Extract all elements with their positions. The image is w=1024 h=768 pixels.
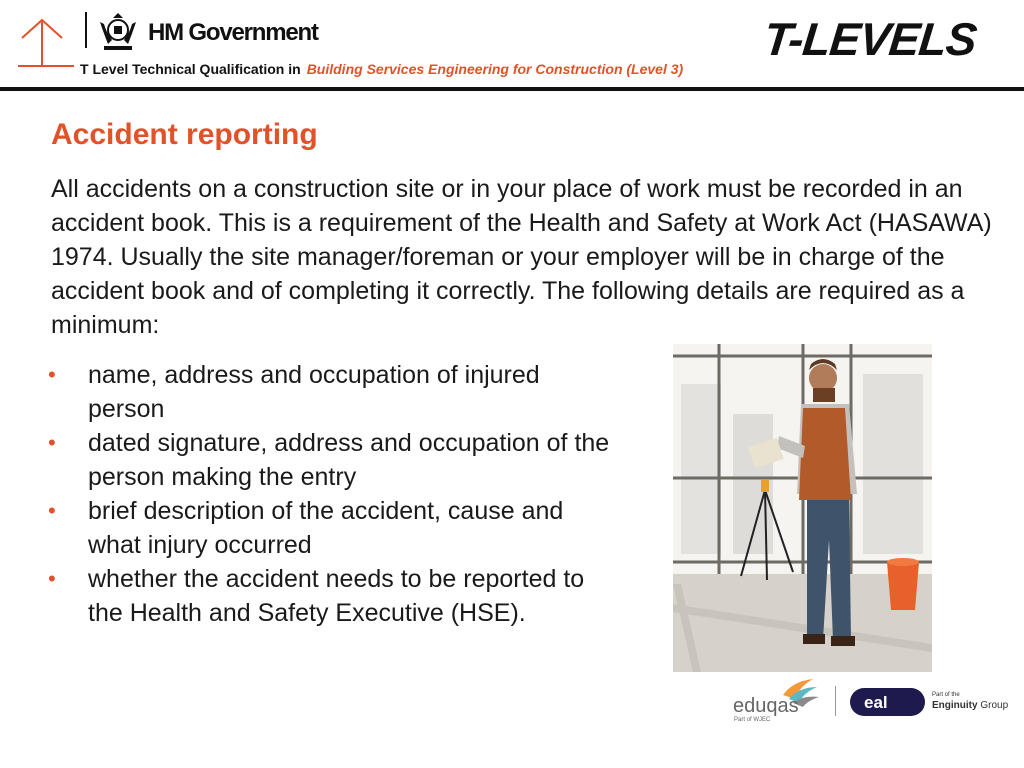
list-item [48,426,618,494]
bullet-icon: • [48,430,56,455]
eduqas-tagline: Part of WJEC [734,717,771,723]
gov-divider [85,12,87,48]
requirements-list [48,358,618,630]
eduqas-logo [733,677,823,723]
list-item [48,562,618,630]
list-item-text: dated signature, address and occupation of the person making the entry [88,429,610,491]
qualification-prefix: T Level Technical Qualification in [80,61,301,77]
qualification-line [80,61,683,77]
t-levels-logo: T-LEVELS [761,13,979,65]
eduqas-wordmark: eduqas [733,695,799,717]
list-item [48,358,618,426]
royal-crest-icon [96,10,140,52]
enginuity-logo [932,700,1008,711]
eal-wordmark: eal [864,693,888,712]
enginuity-prefix: Part of the [932,692,960,698]
list-item [48,494,618,562]
header-rule [0,87,1024,91]
list-item-text: name, address and occupation of injured person [88,361,540,423]
list-item-text: brief description of the accident, cause and what injury occurred [88,497,564,559]
enginuity-name: Enginuity [932,700,978,711]
intro-paragraph: All accidents on a construction site or in your place of work must be recorded in an accident book. This is a requirement of the Health and Safety at Work Act (HASAWA) 1974. Usually the site manager/foreman or your employer will be in charge of the accident book and of completing it correctly. The following details are required as a minimum: [51,175,992,339]
eal-logo [850,688,925,716]
qualification-subject: Building Services Engineering for Construction (Level 3) [306,61,684,77]
hm-government-wordmark: HM Government [148,19,318,46]
slide-title: Accident reporting [51,118,318,151]
bullet-icon: • [48,566,56,591]
footer-divider [835,686,836,716]
enginuity-group: Group [980,700,1009,711]
worker-photo [673,344,932,672]
t-level-arrow-logo [16,16,76,72]
bullet-icon: • [48,362,56,387]
list-item-text: whether the accident needs to be reported to the Health and Safety Executive (HSE). [88,565,585,627]
bullet-icon: • [48,498,56,523]
